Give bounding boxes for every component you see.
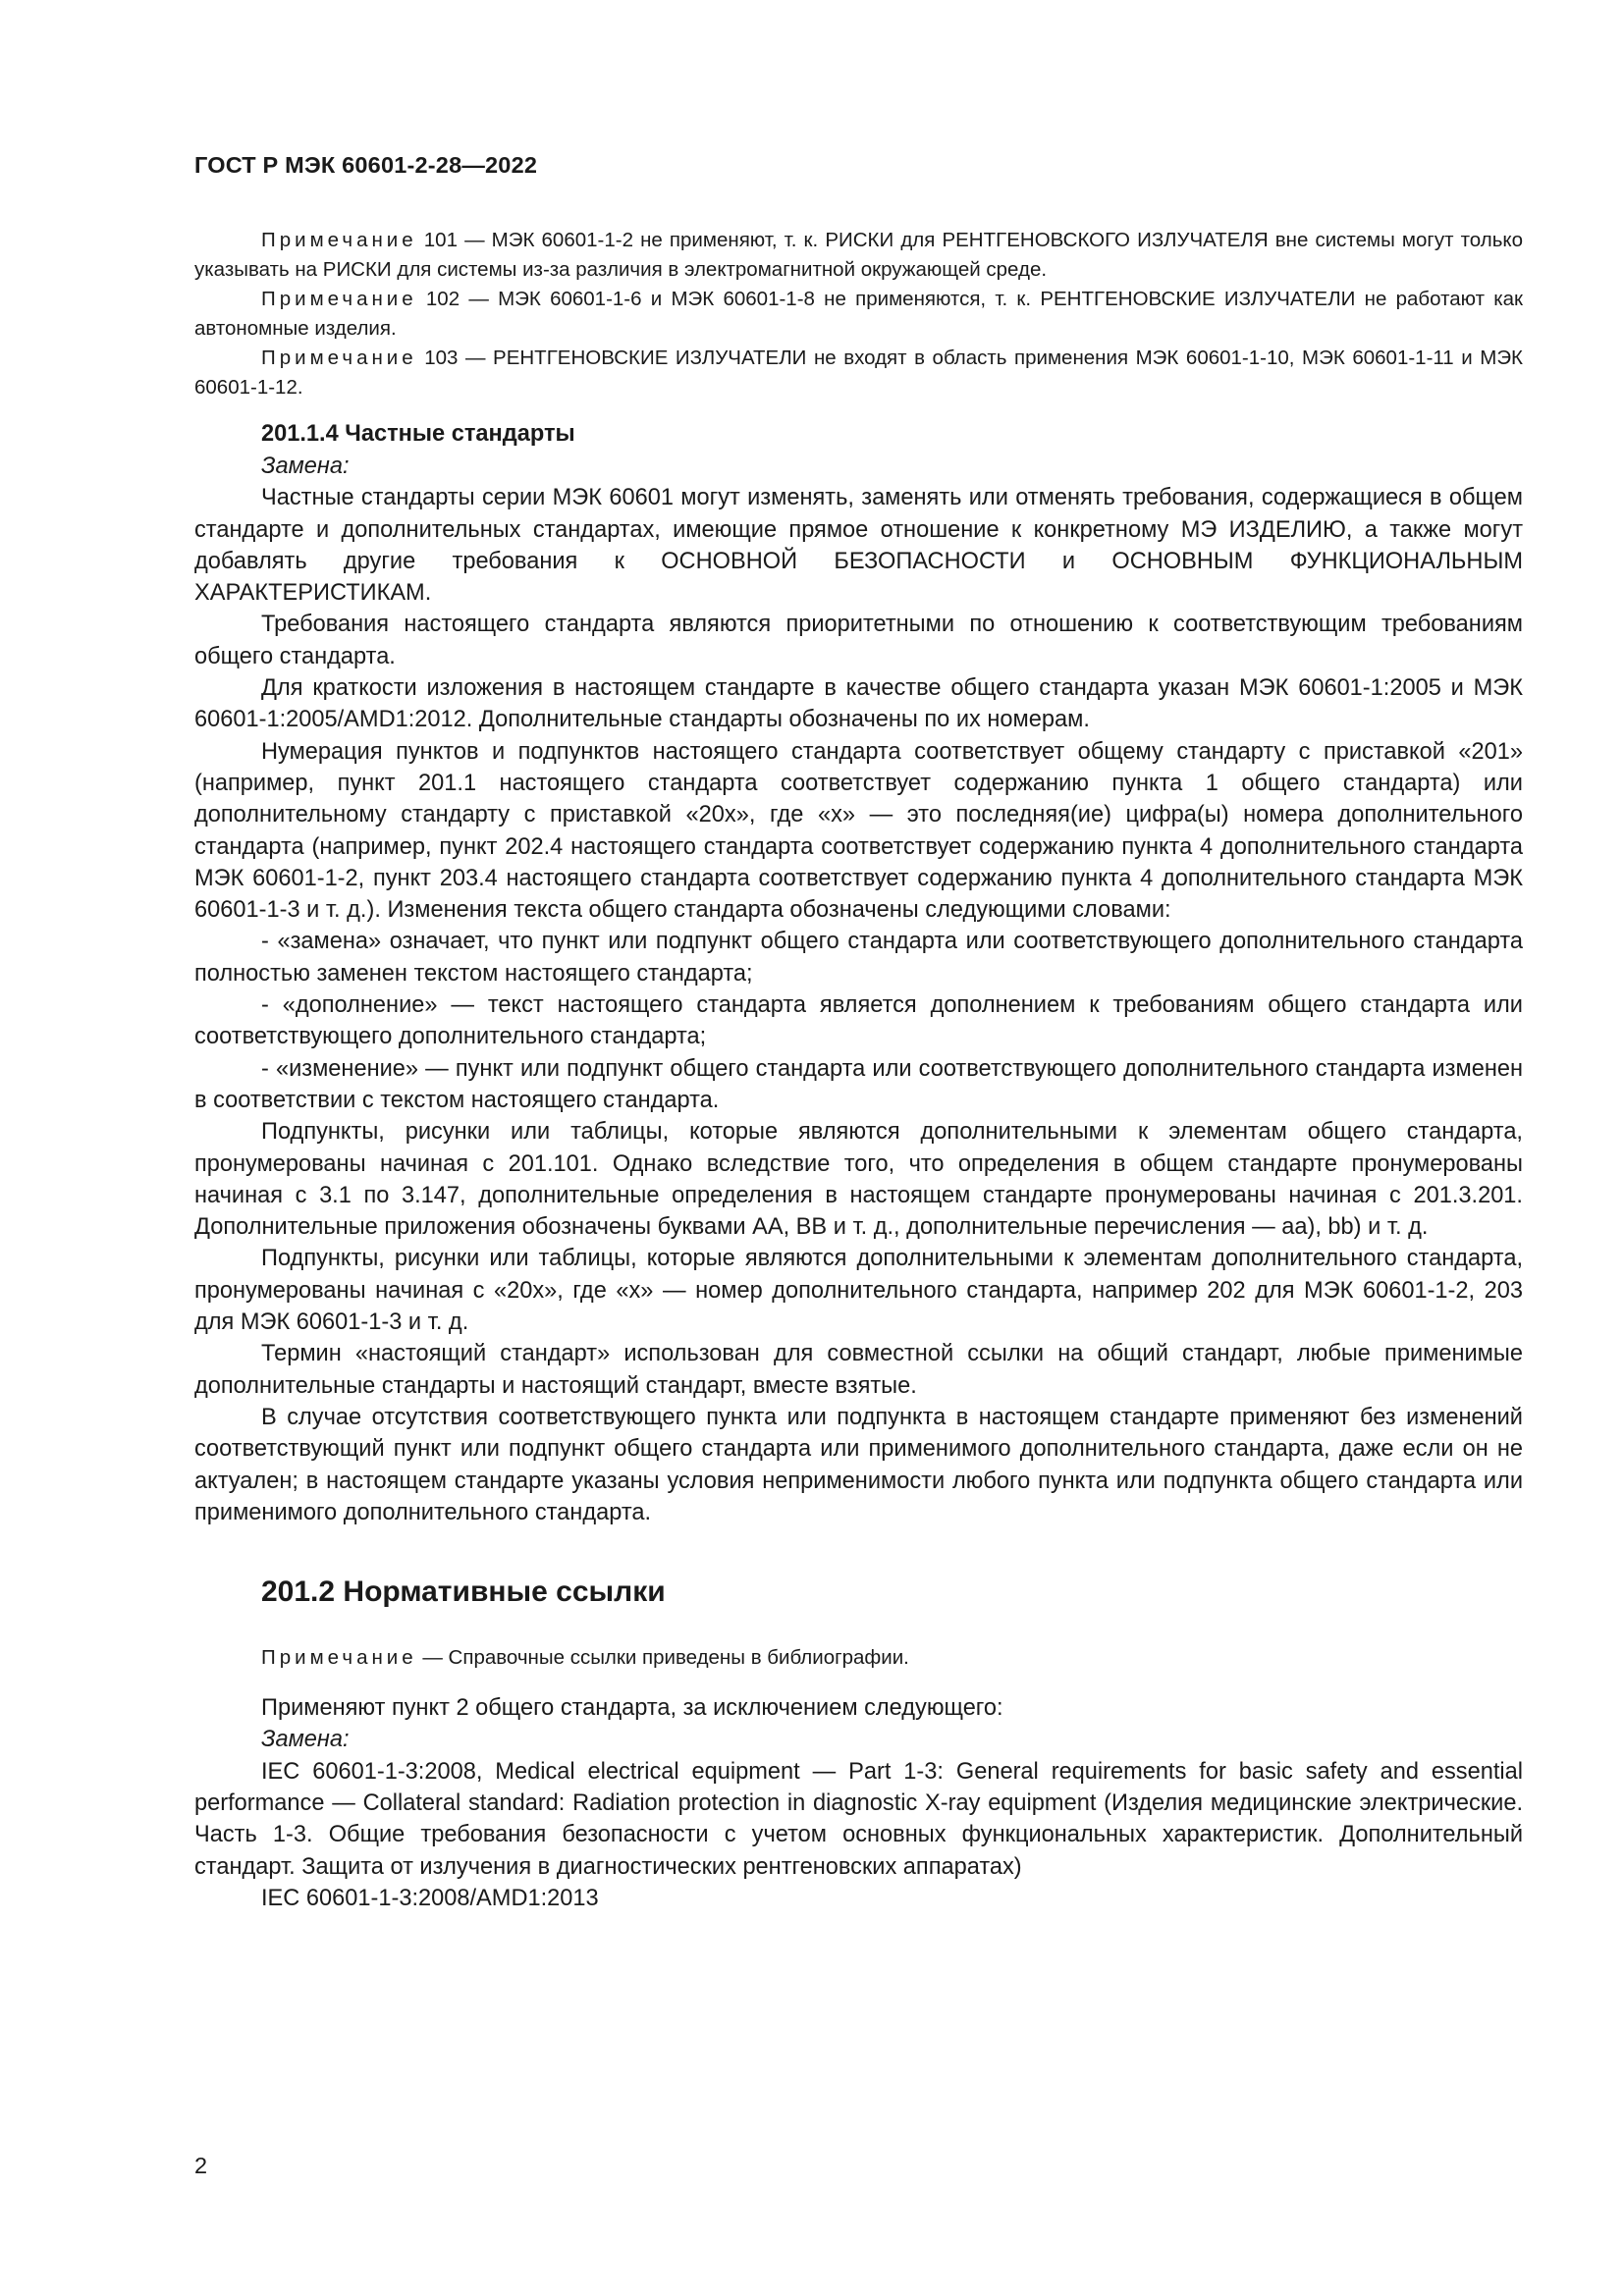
note-label: Примечание (261, 229, 417, 251)
note-text: 101 — МЭК 60601-1-2 не применяют, т. к. РИСКИ для РЕНТГЕНОВСКОГО ИЗЛУЧАТЕЛЯ вне системы могут только указывать на РИСКИ для системы из-за различия в электромагнитной окружающей среде. (194, 229, 1523, 281)
paragraph: Требования настоящего стандарта являются приоритетными по отношению к соответствующим требованиям общего стандарта. (194, 612, 1523, 669)
paragraph: Нумерация пунктов и подпунктов настоящего стандарта соответствует общему стандарту с приставкой «201» (например, пункт 201.1 настоящего стандарта соответствует содержанию пункта 1 общего стандарта) или дополнительному стандарту с приставкой «20х», где «х» — это последняя(ие) цифра(ы) номера дополнительного стандарта (например, пункт 202.4 настоящего стандарта соответствует содержанию пункта 4 дополнительного стандарта МЭК 60601-1-2, пункт 203.4 настоящего стандарта соответствует содержанию пункта 4 дополнительного стандарта МЭК 60601-1-3 и т. д.). Изменения текста общего стандарта обозначены следующими словами: (194, 738, 1523, 924)
note-102 (194, 285, 1523, 344)
reference-iec-60601-1-3: IEC 60601-1-3:2008, Medical electrical equipment — Part 1-3: General requirements for basic safety and essential performance — Collateral standard: Radiation protection in diagnostic X-ray equipment (Изделия медицинские электрические. Часть 1-3. Общие требования безопасности с учетом основных функциональных характеристик. Дополнительный стандарт. Защита от излучения в диагностических рентгеновских аппаратах) (194, 1758, 1523, 1880)
note-101 (194, 226, 1523, 285)
replacement-label: Замена: (261, 454, 350, 479)
note-text: — Справочные ссылки приведены в библиографии. (416, 1646, 909, 1670)
list-item-amendment: - «изменение» — пункт или подпункт общего стандарта или соответствующего дополнительного стандарта изменен в соответствии с текстом настоящего стандарта. (194, 1055, 1523, 1113)
standard-header: ГОСТ Р МЭК 60601-2-28—2022 (194, 152, 538, 178)
paragraph: В случае отсутствия соответствующего пункта или подпункта в настоящем стандарте применяют без изменений соответствующий пункт или подпункт общего стандарта или применимого дополнительного стандарта, даже если он не актуален; в настоящем стандарте указаны условия неприменимости любого пункта или подпункта общего стандарта или применимого дополнительного стандарта. (194, 1404, 1523, 1525)
section-201-2-title: 201.2 Нормативные ссылки (261, 1575, 666, 1609)
list-item-replacement: - «замена» означает, что пункт или подпункт общего стандарта или соответствующего дополнительного стандарта полностью заменен текстом настоящего стандарта; (194, 929, 1523, 987)
paragraph: Для краткости изложения в настоящем стандарте в качестве общего стандарта указан МЭК 60601-1:2005 и МЭК 60601-1:2005/AMD1:2012. Дополнительные стандарты обозначены по их номерам. (194, 675, 1523, 733)
paragraph: Подпункты, рисунки или таблицы, которые являются дополнительными к элементам дополнительного стандарта, пронумерованы начиная с «20х», где «х» — номер дополнительного стандарта, например 202 для МЭК 60601-1-2, 203 для МЭК 60601-1-3 и т. д. (194, 1246, 1523, 1336)
note-103 (194, 344, 1523, 402)
paragraph: Термин «настоящий стандарт» использован для совместной ссылки на общий стандарт, любые применимые дополнительные стандарты и настоящий стандарт, вместе взятые. (194, 1341, 1523, 1399)
references-note (194, 1643, 1523, 1673)
note-label: Примечание (261, 288, 417, 310)
note-label: Примечание (261, 1646, 417, 1670)
note-text: 103 — РЕНТГЕНОВСКИЕ ИЗЛУЧАТЕЛИ не входят в область применения МЭК 60601-1-10, МЭК 60601-1-11 и МЭК 60601-1-12. (194, 347, 1523, 399)
paragraph: Подпункты, рисунки или таблицы, которые являются дополнительными к элементам общего стандарта, пронумерованы начиная с 201.101. Однако вследствие того, что определения в общем стандарте пронумерованы начиная с 3.1 по 3.147, дополнительные определения в настоящем стандарте пронумерованы начиная с 201.3.201. Дополнительные приложения обозначены буквами АА, ВВ и т. д., дополнительные перечисления — аа), bb) и т. д. (194, 1119, 1523, 1241)
paragraph: Частные стандарты серии МЭК 60601 могут изменять, заменять или отменять требования, содержащиеся в общем стандарте и дополнительных стандартах, имеющие прямое отношение к конкретному МЭ ИЗДЕЛИЮ, а также могут добавлять другие требования к ОСНОВНОЙ БЕЗОПАСНОСТИ и ОСНОВНЫМ ФУНКЦИОНАЛЬНЫМ ХАРАКТЕРИСТИКАМ. (194, 485, 1523, 607)
list-item-addition: - «дополнение» — текст настоящего стандарта является дополнением к требованиям общего стандарта или соответствующего дополнительного стандарта; (194, 992, 1523, 1050)
page-content (194, 226, 1523, 1914)
replacement-label: Замена: (261, 1727, 350, 1753)
note-label: Примечание (261, 347, 417, 369)
reference-amendment: IEC 60601-1-3:2008/AMD1:2013 (261, 1885, 599, 1911)
references-intro: Применяют пункт 2 общего стандарта, за исключением следующего: (261, 1695, 1003, 1722)
section-201-1-4-title: 201.1.4 Частные стандарты (261, 421, 575, 447)
page-number: 2 (194, 2153, 208, 2178)
note-text: 102 — МЭК 60601-1-6 и МЭК 60601-1-8 не применяются, т. к. РЕНТГЕНОВСКИЕ ИЗЛУЧАТЕЛИ не работают как автономные изделия. (194, 288, 1523, 340)
